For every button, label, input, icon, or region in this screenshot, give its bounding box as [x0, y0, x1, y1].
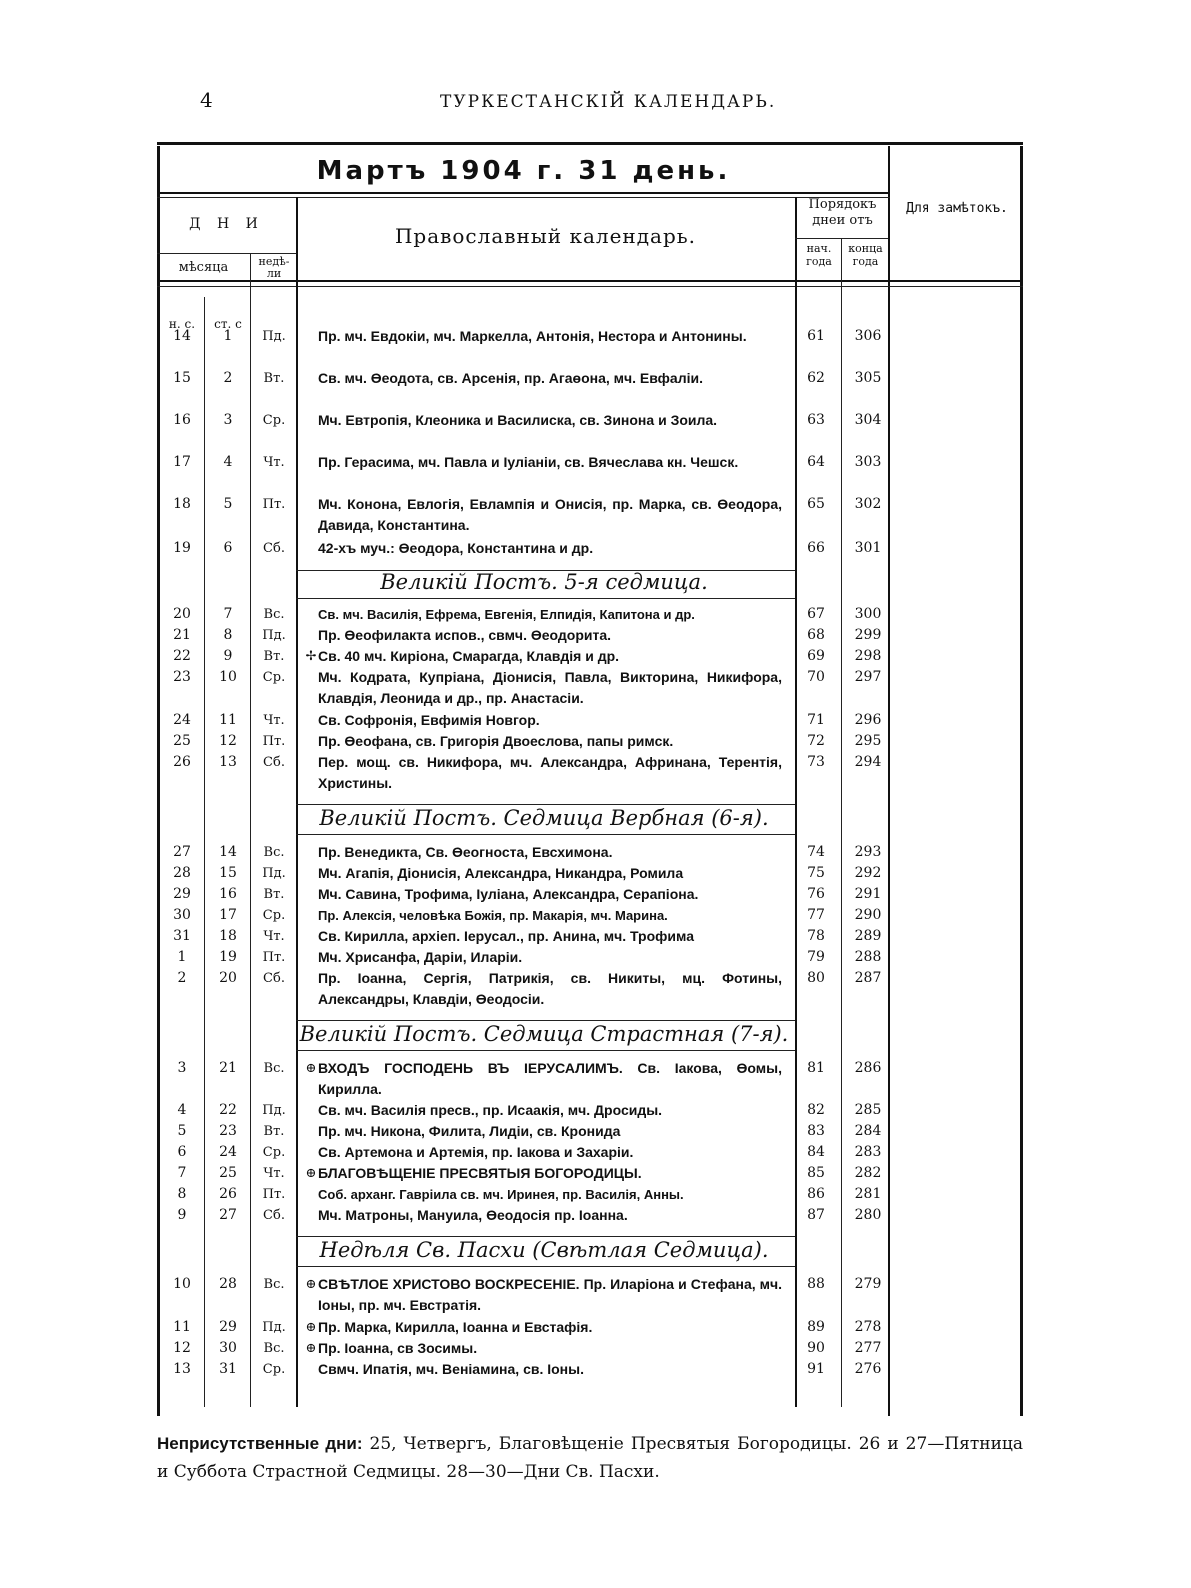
- new-style-date: 6: [177, 1144, 187, 1160]
- old-style-date: 19: [219, 949, 237, 965]
- weekday: Пд.: [262, 1320, 286, 1335]
- day-from-start: 79: [807, 949, 825, 965]
- day-from-start: 75: [807, 865, 825, 881]
- day-from-start: 85: [807, 1165, 825, 1181]
- day-to-end: 304: [854, 412, 882, 428]
- old-style-header: ст. с: [214, 317, 242, 331]
- day-from-start: 78: [807, 928, 825, 944]
- old-style-date: 12: [219, 733, 237, 749]
- old-style-date: 30: [219, 1340, 237, 1356]
- weekday: Сб.: [263, 541, 285, 556]
- weekday: Вт.: [263, 887, 285, 902]
- new-style-date: 9: [177, 1207, 187, 1223]
- day-to-end: 305: [854, 370, 882, 386]
- new-style-date: 29: [173, 886, 191, 902]
- weekday: Пд.: [262, 628, 286, 643]
- old-style-date: 24: [219, 1144, 237, 1160]
- order-col-divider: [841, 238, 842, 1407]
- day-to-end: 294: [854, 754, 882, 770]
- old-style-date: 21: [219, 1060, 237, 1076]
- saints-entry: Св. Кирилла, архіеп. Іерусал., пр. Анина, мч. Трофима: [318, 928, 694, 944]
- saints-entry: Мч. Агапія, Діонисія, Александра, Никандра, Ромила: [318, 865, 684, 881]
- day-to-end: 291: [854, 886, 882, 902]
- new-style-date: 16: [173, 412, 191, 428]
- days-sub-rule: [157, 253, 296, 254]
- day-from-start: 77: [807, 907, 825, 923]
- old-style-date: 16: [219, 886, 237, 902]
- old-style-date: 20: [219, 970, 237, 986]
- week-rule: [296, 834, 795, 835]
- day-to-end: 284: [854, 1123, 882, 1139]
- feast-cross-icon: ⊕: [305, 1320, 317, 1335]
- day-to-end: 279: [854, 1276, 882, 1292]
- day-from-start: 66: [807, 540, 825, 556]
- title-rule-thin: [157, 197, 890, 198]
- day-from-start: 86: [807, 1186, 825, 1202]
- weekday: Сб.: [263, 1208, 285, 1223]
- new-style-date: 20: [173, 606, 191, 622]
- week-heading: Великій Постъ. Седмица Страстная (7-я).: [299, 1022, 789, 1046]
- saints-entry: Св. Софронія, Евфимія Новгор.: [318, 712, 540, 728]
- weekday: Пт.: [262, 1187, 286, 1202]
- new-style-date: 23: [173, 669, 191, 685]
- weekday: Сб.: [263, 971, 285, 986]
- day-to-end: 297: [854, 669, 882, 685]
- day-to-end: 298: [854, 648, 882, 664]
- saints-entry: Св. Артемона и Артемія, пр. Іакова и Захаріи.: [318, 1144, 634, 1160]
- old-style-date: 4: [223, 454, 233, 470]
- week-rule: [296, 1050, 795, 1051]
- weekday: Ср.: [262, 1145, 286, 1160]
- weekday: Сб.: [263, 755, 285, 770]
- day-from-start: 74: [807, 844, 825, 860]
- week-heading: Великій Постъ. Седмица Вербная (6-я).: [319, 806, 769, 830]
- feast-cross-icon: ⊕: [305, 1341, 317, 1356]
- weekday: Чт.: [263, 1166, 285, 1181]
- weekday: Вс.: [263, 845, 285, 860]
- day-to-end: 306: [854, 328, 882, 344]
- saints-entry: Мч. Кодрата, Купріана, Діонисія, Павла, Викторина, Никифора, Клавдія, Леонида и др., пр. Анастасіи.: [318, 669, 782, 706]
- weekday: Чт.: [263, 713, 285, 728]
- new-style-date: 26: [173, 754, 191, 770]
- new-style-date: 18: [173, 496, 191, 512]
- weekday: Ср.: [262, 413, 286, 428]
- day-to-end: 302: [854, 496, 882, 512]
- saints-entry: Свмч. Ипатія, мч. Веніамина, св. Іоны.: [318, 1361, 584, 1377]
- weekday: Пд.: [262, 329, 286, 344]
- footer-text: 25, Четвергъ, Благовѣщеніе Пресвятыя Богородицы. 26 и 27—Пятница и Суббота Страстной Седмицы. 28—30—Дни Св. Пасхи.: [157, 1434, 1023, 1482]
- day-to-end: 293: [854, 844, 882, 860]
- day-from-start: 71: [807, 712, 825, 728]
- new-style-date: 19: [173, 540, 191, 556]
- weekday-header: недѣ-ли: [258, 255, 290, 280]
- new-style-date: 1: [177, 949, 187, 965]
- saints-entry: Св. мч. Василія, Ефрема, Евгенія, Елпидія, Капитона и др.: [318, 607, 695, 622]
- new-style-date: 5: [177, 1123, 187, 1139]
- day-from-start: 69: [807, 648, 825, 664]
- saints-entry: Св. мч. Василія пресв., пр. Исаакія, мч. Дросиды.: [318, 1102, 663, 1118]
- new-style-date: 13: [173, 1361, 191, 1377]
- day-to-end: 281: [854, 1186, 882, 1202]
- day-from-start: 64: [807, 454, 825, 470]
- saints-entry: Пр. Венедикта, Св. Өеогноста, Евсхимона.: [318, 844, 613, 860]
- from-start-header: нач. года: [806, 242, 832, 268]
- old-style-date: 2: [223, 370, 233, 386]
- day-to-end: 276: [854, 1361, 882, 1377]
- new-style-date: 27: [173, 844, 191, 860]
- day-from-start: 68: [807, 627, 825, 643]
- old-style-date: 8: [223, 627, 233, 643]
- week-rule: [296, 1236, 795, 1237]
- days-header: Д Н И: [189, 216, 264, 232]
- weekday: Ср.: [262, 1362, 286, 1377]
- new-style-date: 28: [173, 865, 191, 881]
- page-number: 4: [200, 88, 213, 112]
- new-style-date: 15: [173, 370, 191, 386]
- day-from-start: 89: [807, 1319, 825, 1335]
- day-from-start: 72: [807, 733, 825, 749]
- calendar-left-divider: [296, 197, 298, 1407]
- weekday: Пд.: [262, 1103, 286, 1118]
- day-to-end: 287: [854, 970, 882, 986]
- day-to-end: 295: [854, 733, 882, 749]
- saints-entry: СВѢТЛОЕ ХРИСТОВО ВОСКРЕСЕНІЕ. Пр. Иларіона и Стефана, мч. Іоны, пр. мч. Евстратія.: [318, 1276, 782, 1313]
- day-to-end: 278: [854, 1319, 882, 1335]
- new-style-date: 24: [173, 712, 191, 728]
- order-sub-rule: [795, 238, 888, 239]
- new-style-date: 17: [173, 454, 191, 470]
- feast-cross-icon: ⊕: [305, 1277, 317, 1292]
- saints-entry: Мч. Матроны, Мануила, Өеодосія пр. Іоанна.: [318, 1207, 628, 1223]
- saints-entry: ВХОДЪ ГОСПОДЕНЬ ВЪ ІЕРУСАЛИМЪ. Св. Іакова, Өомы, Кирилла.: [318, 1060, 782, 1097]
- day-from-start: 61: [807, 328, 825, 344]
- old-style-date: 14: [219, 844, 237, 860]
- day-to-end: 296: [854, 712, 882, 728]
- day-from-start: 81: [807, 1060, 825, 1076]
- day-from-start: 91: [807, 1361, 825, 1377]
- saints-entry: Пр. Іоанна, Сергія, Патрикія, св. Никиты, мц. Фотины, Александры, Клавдіи, Өеодосіи.: [318, 970, 782, 1007]
- weekday: Вс.: [263, 1277, 285, 1292]
- new-style-date: 31: [173, 928, 191, 944]
- day-to-end: 286: [854, 1060, 882, 1076]
- week-rule: [296, 1020, 795, 1021]
- saints-entry: 42-хъ муч.: Өеодора, Константина и др.: [318, 540, 594, 556]
- day-from-start: 88: [807, 1276, 825, 1292]
- saints-entry: Пр. Өеофилакта испов., свмч. Өеодорита.: [318, 627, 612, 643]
- day-from-start: 65: [807, 496, 825, 512]
- saints-entry: Пр. Алексія, человѣка Божія, пр. Макарія, мч. Марина.: [318, 908, 668, 923]
- notes-header: Для замѣтокъ.: [906, 201, 1008, 216]
- saints-entry: Пр. Іоанна, св Зосимы.: [318, 1340, 478, 1356]
- day-from-start: 82: [807, 1102, 825, 1118]
- weekday: Пт.: [262, 734, 286, 749]
- old-style-date: 23: [219, 1123, 237, 1139]
- new-style-date: 25: [173, 733, 191, 749]
- old-style-date: 3: [223, 412, 233, 428]
- saints-entry: Пр. мч. Никона, Филита, Лидіи, св. Кронида: [318, 1123, 621, 1139]
- day-to-end: 300: [854, 606, 882, 622]
- day-from-start: 90: [807, 1340, 825, 1356]
- day-to-end: 277: [854, 1340, 882, 1356]
- old-style-date: 29: [219, 1319, 237, 1335]
- day-from-start: 73: [807, 754, 825, 770]
- old-style-date: 11: [219, 712, 237, 728]
- day-from-start: 67: [807, 606, 825, 622]
- new-style-header: н. с.: [168, 317, 196, 331]
- old-style-date: 6: [223, 540, 233, 556]
- week-heading: Великій Постъ. 5-я седмица.: [380, 570, 708, 594]
- saints-entry: Пр. Герасима, мч. Павла и Іуліаніи, св. Вячеслава кн. Чешск.: [318, 454, 739, 470]
- weekday: Пт.: [262, 950, 286, 965]
- header-rule-thin: [157, 286, 1023, 287]
- new-style-date: 2: [177, 970, 187, 986]
- feast-cross-icon: ⊕: [305, 1166, 317, 1181]
- weekday: Вс.: [263, 607, 285, 622]
- title-rule: [157, 192, 890, 194]
- running-head: ТУРКЕСТАНСКІЙ КАЛЕНДАРЬ.: [440, 92, 777, 112]
- weekday: Чт.: [263, 455, 285, 470]
- old-style-date: 7: [223, 606, 233, 622]
- weekday: Пд.: [262, 866, 286, 881]
- week-heading: Недѣля Св. Пасхи (Свѣтлая Седмица).: [319, 1238, 769, 1262]
- saints-entry: Мч. Конона, Евлогія, Евлампія и Онисія, пр. Марка, св. Өеодора, Давида, Константина.: [318, 496, 782, 533]
- day-from-start: 87: [807, 1207, 825, 1223]
- day-to-end: 290: [854, 907, 882, 923]
- weekday: Вт.: [263, 371, 285, 386]
- new-style-date: 8: [177, 1186, 187, 1202]
- old-style-date: 10: [219, 669, 237, 685]
- old-style-date: 1: [223, 328, 233, 344]
- weekday: Чт.: [263, 929, 285, 944]
- feast-cross-icon: ⊕: [305, 1061, 317, 1076]
- day-to-end: 303: [854, 454, 882, 470]
- day-to-end: 283: [854, 1144, 882, 1160]
- day-from-start: 62: [807, 370, 825, 386]
- old-style-date: 18: [219, 928, 237, 944]
- saints-entry: Пр. мч. Евдокіи, мч. Маркелла, Антонія, Нестора и Антонины.: [318, 328, 747, 344]
- week-col-divider: [250, 253, 251, 1407]
- day-from-start: 63: [807, 412, 825, 428]
- saints-entry: Пер. мощ. св. Никифора, мч. Александра, Афринана, Терентія, Христины.: [318, 754, 782, 791]
- saints-entry: Соб. арханг. Гавріила св. мч. Иринея, пр. Василія, Анны.: [318, 1187, 684, 1202]
- old-style-date: 26: [219, 1186, 237, 1202]
- day-to-end: 289: [854, 928, 882, 944]
- top-rule: [157, 142, 1023, 145]
- calendar-header: Православный календарь.: [394, 224, 697, 248]
- day-to-end: 292: [854, 865, 882, 881]
- day-from-start: 76: [807, 886, 825, 902]
- day-to-end: 301: [854, 540, 882, 556]
- weekday: Вс.: [263, 1061, 285, 1076]
- new-style-date: 11: [173, 1319, 191, 1335]
- new-style-date: 14: [173, 328, 191, 344]
- week-rule: [296, 598, 795, 599]
- saints-entry: Пр. Марка, Кирилла, Іоанна и Евстафія.: [318, 1319, 593, 1335]
- style-col-divider: [204, 297, 205, 1407]
- old-style-date: 13: [219, 754, 237, 770]
- saints-entry: Св. мч. Өеодота, св. Арсенія, пр. Агаөона, мч. Евфаліи.: [318, 370, 703, 386]
- weekday: Пт.: [262, 497, 286, 512]
- day-to-end: 288: [854, 949, 882, 965]
- order-header: Порядокъ днеи отъ: [808, 197, 877, 228]
- weekday: Вс.: [263, 1341, 285, 1356]
- day-from-start: 80: [807, 970, 825, 986]
- day-from-start: 70: [807, 669, 825, 685]
- footer-note: [157, 1430, 1023, 1486]
- weekday: Вт.: [263, 1124, 285, 1139]
- new-style-date: 21: [173, 627, 191, 643]
- week-rule: [296, 1266, 795, 1267]
- footer-label: Неприсутственные дни:: [157, 1434, 363, 1453]
- week-rule: [296, 804, 795, 805]
- new-style-date: 10: [173, 1276, 191, 1292]
- saints-entry: Пр. Өеофана, св. Григорія Двоеслова, папы римск.: [318, 733, 674, 749]
- weekday: Ср.: [262, 908, 286, 923]
- old-style-date: 31: [219, 1361, 237, 1377]
- new-style-date: 12: [173, 1340, 191, 1356]
- day-to-end: 282: [854, 1165, 882, 1181]
- saints-entry: Мч. Савина, Трофима, Іуліана, Александра, Серапіона.: [318, 886, 699, 902]
- day-from-start: 84: [807, 1144, 825, 1160]
- saints-entry: Св. 40 мч. Киріона, Смарагда, Клавдія и др.: [318, 648, 620, 664]
- old-style-date: 25: [219, 1165, 237, 1181]
- new-style-date: 3: [177, 1060, 187, 1076]
- day-to-end: 280: [854, 1207, 882, 1223]
- new-style-date: 7: [177, 1165, 187, 1181]
- new-style-date: 4: [177, 1102, 187, 1118]
- old-style-date: 5: [223, 496, 233, 512]
- day-to-end: 299: [854, 627, 882, 643]
- day-from-start: 83: [807, 1123, 825, 1139]
- header-rule: [157, 280, 1023, 282]
- cross-icon: ✢: [305, 649, 317, 664]
- saints-entry: БЛАГОВѢЩЕНІЕ ПРЕСВЯТЫЯ БОГОРОДИЦЫ.: [318, 1165, 642, 1181]
- to-end-header: конца года: [848, 242, 883, 268]
- old-style-date: 17: [219, 907, 237, 923]
- month-title: Мартъ 1904 г. 31 день.: [316, 156, 731, 186]
- day-to-end: 285: [854, 1102, 882, 1118]
- old-style-date: 9: [223, 648, 233, 664]
- old-style-date: 27: [219, 1207, 237, 1223]
- month-day-header: мѣсяца: [178, 260, 229, 275]
- saints-entry: Мч. Евтропія, Клеоника и Василиска, св. Зинона и Зоила.: [318, 412, 718, 428]
- weekday: Ср.: [262, 670, 286, 685]
- old-style-date: 28: [219, 1276, 237, 1292]
- new-style-date: 22: [173, 648, 191, 664]
- saints-entry: Мч. Хрисанфа, Даріи, Иларіи.: [318, 949, 523, 965]
- weekday: Вт.: [263, 649, 285, 664]
- old-style-date: 22: [219, 1102, 237, 1118]
- old-style-date: 15: [219, 865, 237, 881]
- new-style-date: 30: [173, 907, 191, 923]
